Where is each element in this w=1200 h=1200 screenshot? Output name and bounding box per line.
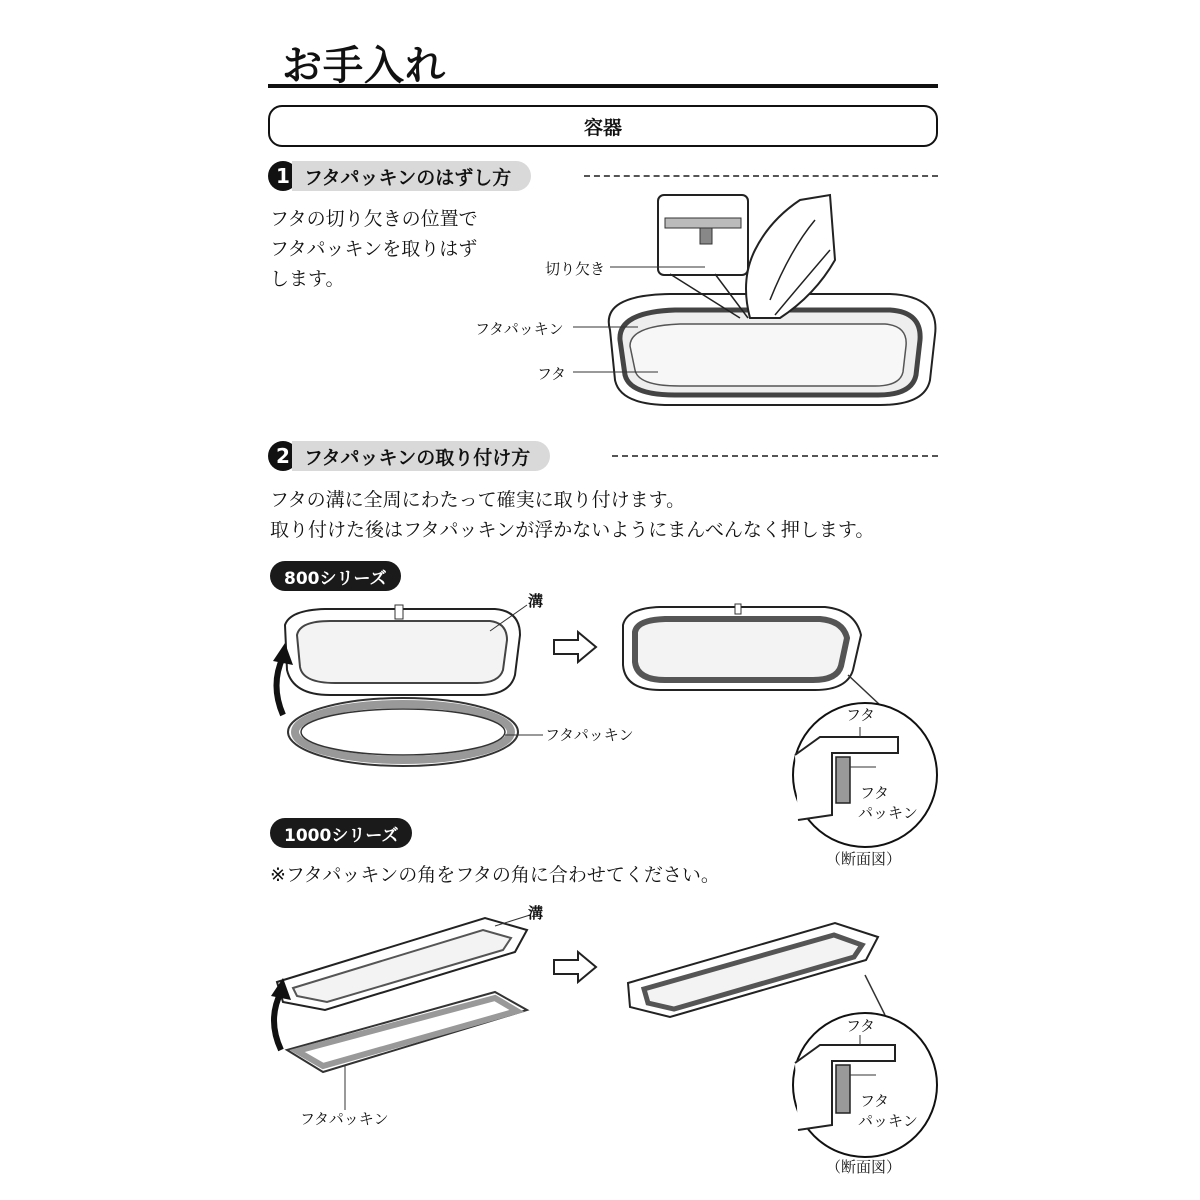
- step1-heading: [268, 160, 531, 192]
- step2-title: フタパッキンの取り付け方: [292, 441, 550, 471]
- page-title: お手入れ: [282, 43, 446, 89]
- step1-text: フタの切り欠きの位置で フタパッキンを取りはず します。: [270, 208, 478, 290]
- lid-label: フタ: [537, 365, 566, 383]
- series1000-groove-label: 溝: [528, 904, 544, 922]
- title-rule: [268, 84, 938, 88]
- step2-dashed-rule: [612, 455, 938, 457]
- series800-section-gasket-bottom: パッキン: [858, 804, 918, 822]
- gasket-removal-illustration: [470, 190, 940, 420]
- series1000-lid-and-gasket: [265, 910, 545, 1085]
- series800-arrow-right-icon: [552, 630, 598, 664]
- step1-number-icon: 1: [268, 161, 298, 191]
- series800-gasket-label: フタパッキン: [545, 726, 634, 744]
- series1000-section-lid-label: フタ: [846, 1017, 875, 1035]
- series1000-note: ※フタパッキンの角をフタの角に合わせてください。: [270, 864, 720, 886]
- step2-heading: [268, 440, 550, 472]
- series800-groove-label: 溝: [528, 592, 544, 610]
- series800-section-lid-label: フタ: [846, 706, 875, 724]
- series800-section-caption: （断面図）: [826, 850, 902, 868]
- series800-section-gasket-top: フタ: [860, 784, 889, 802]
- step2-text: フタの溝に全周にわたって確実に取り付けます。 取り付けた後はフタパッキンが浮かないようにまんべんなく押します。: [270, 489, 875, 541]
- series-1000-badge: 1000シリーズ: [270, 818, 412, 848]
- section-heading: 容器: [268, 105, 938, 147]
- notch-label: 切り欠き: [545, 260, 606, 278]
- step1-dashed-rule: [584, 175, 938, 177]
- series1000-section-caption: （断面図）: [826, 1158, 902, 1176]
- series1000-cross-section: [790, 975, 940, 1165]
- series800-lid-and-gasket: [265, 595, 565, 770]
- step1-title: フタパッキンのはずし方: [292, 161, 531, 191]
- series-800-badge: 800シリーズ: [270, 561, 401, 591]
- series800-cross-section: [790, 675, 940, 855]
- series1000-arrow-right-icon: [552, 950, 598, 984]
- step2-number-icon: 2: [268, 441, 298, 471]
- series1000-gasket-label: フタパッキン: [300, 1110, 389, 1128]
- series1000-section-gasket-top: フタ: [860, 1092, 889, 1110]
- gasket-label: フタパッキン: [475, 320, 564, 338]
- series1000-section-gasket-bottom: パッキン: [858, 1112, 918, 1130]
